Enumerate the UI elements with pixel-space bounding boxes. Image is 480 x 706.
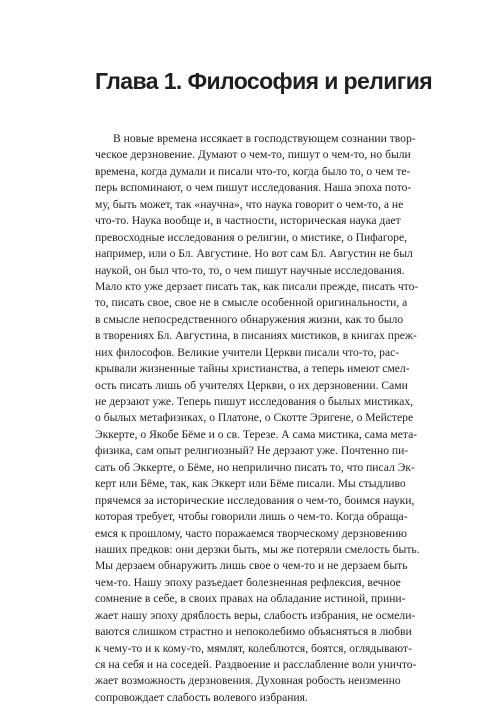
text-line: не дерзают уже. Теперь пишут исследования о былых мистиках, xyxy=(95,395,414,408)
text-line: крывали жизненные тайны христианства, а теперь имеют смел- xyxy=(95,362,410,376)
text-line: ость писать лишь об учителях Церкви, о их дерзновении. Сами xyxy=(95,378,408,392)
text-line: которая требует, чтобы говорили лишь о чем-то. Когда обраща- xyxy=(95,510,408,524)
text-line: сопровождает слабость волевого избрания. xyxy=(95,690,308,704)
text-line: физика, сам опыт религиозный? Не дерзают уже. Почтенно пи- xyxy=(95,444,409,458)
text-line: жает нашу эпоху дряблость веры, слабость избрания, не осмели- xyxy=(95,608,416,622)
text-line: наших предков: они дерзки быть, мы же потеряли смелость быть. xyxy=(95,542,420,556)
text-line: в смысле непосредственного обнаружения жизни, как то было xyxy=(95,312,404,326)
text-line: превосходные исследования о религии, о мистике, о Пифагоре, xyxy=(95,230,408,244)
text-line: емся к прошлому, часто поражаемся творческому дерзновению xyxy=(95,526,407,540)
text-line: сать об Эккерте, о Бёме, но неприлично писать то, что писал Эк- xyxy=(95,460,415,474)
text-line: наукой, он был что-то, то, о чем пишут научные исследования. xyxy=(95,263,405,277)
text-line: керт или Бёме, так, как Эккерт или Бёме писали. Мы стыдливо xyxy=(95,477,406,491)
text-line: то, писать свое, свое не в смысле особенной оригинальности, а xyxy=(95,296,408,310)
chapter-heading: Глава 1. Философия и религия xyxy=(95,68,433,94)
text-line: в творениях Бл. Августина, в писаниях мистиков, в книгах преж- xyxy=(95,329,417,343)
text-line: к чему-то и к кому-то, мямлят, колеблются, боятся, оглядывают- xyxy=(95,641,412,655)
text-line: прячемся за исторические исследования о чем-то, боимся науки, xyxy=(95,493,415,507)
text-line: В новые времена иссякает в господствующем сознании твор- xyxy=(113,132,416,145)
text-line: жает возможность дерзновения. Духовная робость неизменно xyxy=(95,674,401,688)
text-line: ваются слишком страстно и непоколебимо объясняться в любви xyxy=(95,625,412,639)
text-line: ческое дерзновение. Думают о чем-то, пишут о чем-то, но были xyxy=(95,148,411,162)
text-line: например, или о Бл. Августине. Но вот сам Бл. Августин не был xyxy=(95,247,413,261)
text-line: сомнение в себе, в своих правах на обладание истиной, прини- xyxy=(95,592,406,606)
text-line: перь вспоминают, о чем пишут исследования. Наша эпоха пото- xyxy=(95,181,412,195)
text-line: Эккерте, о Якобе Бёме и о св. Терезе. А сама мистика, сама мета- xyxy=(95,427,418,441)
text-line: о былых метафизиках, о Платоне, о Скотте Эригене, о Мейстере xyxy=(95,411,414,425)
text-line: Мало кто уже дерзает писать так, как писали прежде, писать что- xyxy=(95,279,419,293)
text-line: них философов. Великие учители Церкви писали что-то, рас- xyxy=(95,345,400,359)
text-line: чем-то. Нашу эпоху разъедает болезненная рефлексия, вечное xyxy=(95,575,401,589)
chapter-body xyxy=(95,131,420,706)
text-line: Мы дерзаем обнаружить лишь свое о чем-то и не дерзаем быть xyxy=(95,559,408,573)
text-line: что-то. Наука вообще и, в частности, историческая наука дает xyxy=(95,214,401,228)
text-line: ся на себя и на соседей. Раздвоение и расслабление воли уничто- xyxy=(95,658,417,671)
text-line: му, быть может, так «научна», что наука говорит о чем-то, а не xyxy=(95,197,404,211)
text-line: времена, когда думали и писали что-то, когда было то, о чем те- xyxy=(95,164,411,178)
